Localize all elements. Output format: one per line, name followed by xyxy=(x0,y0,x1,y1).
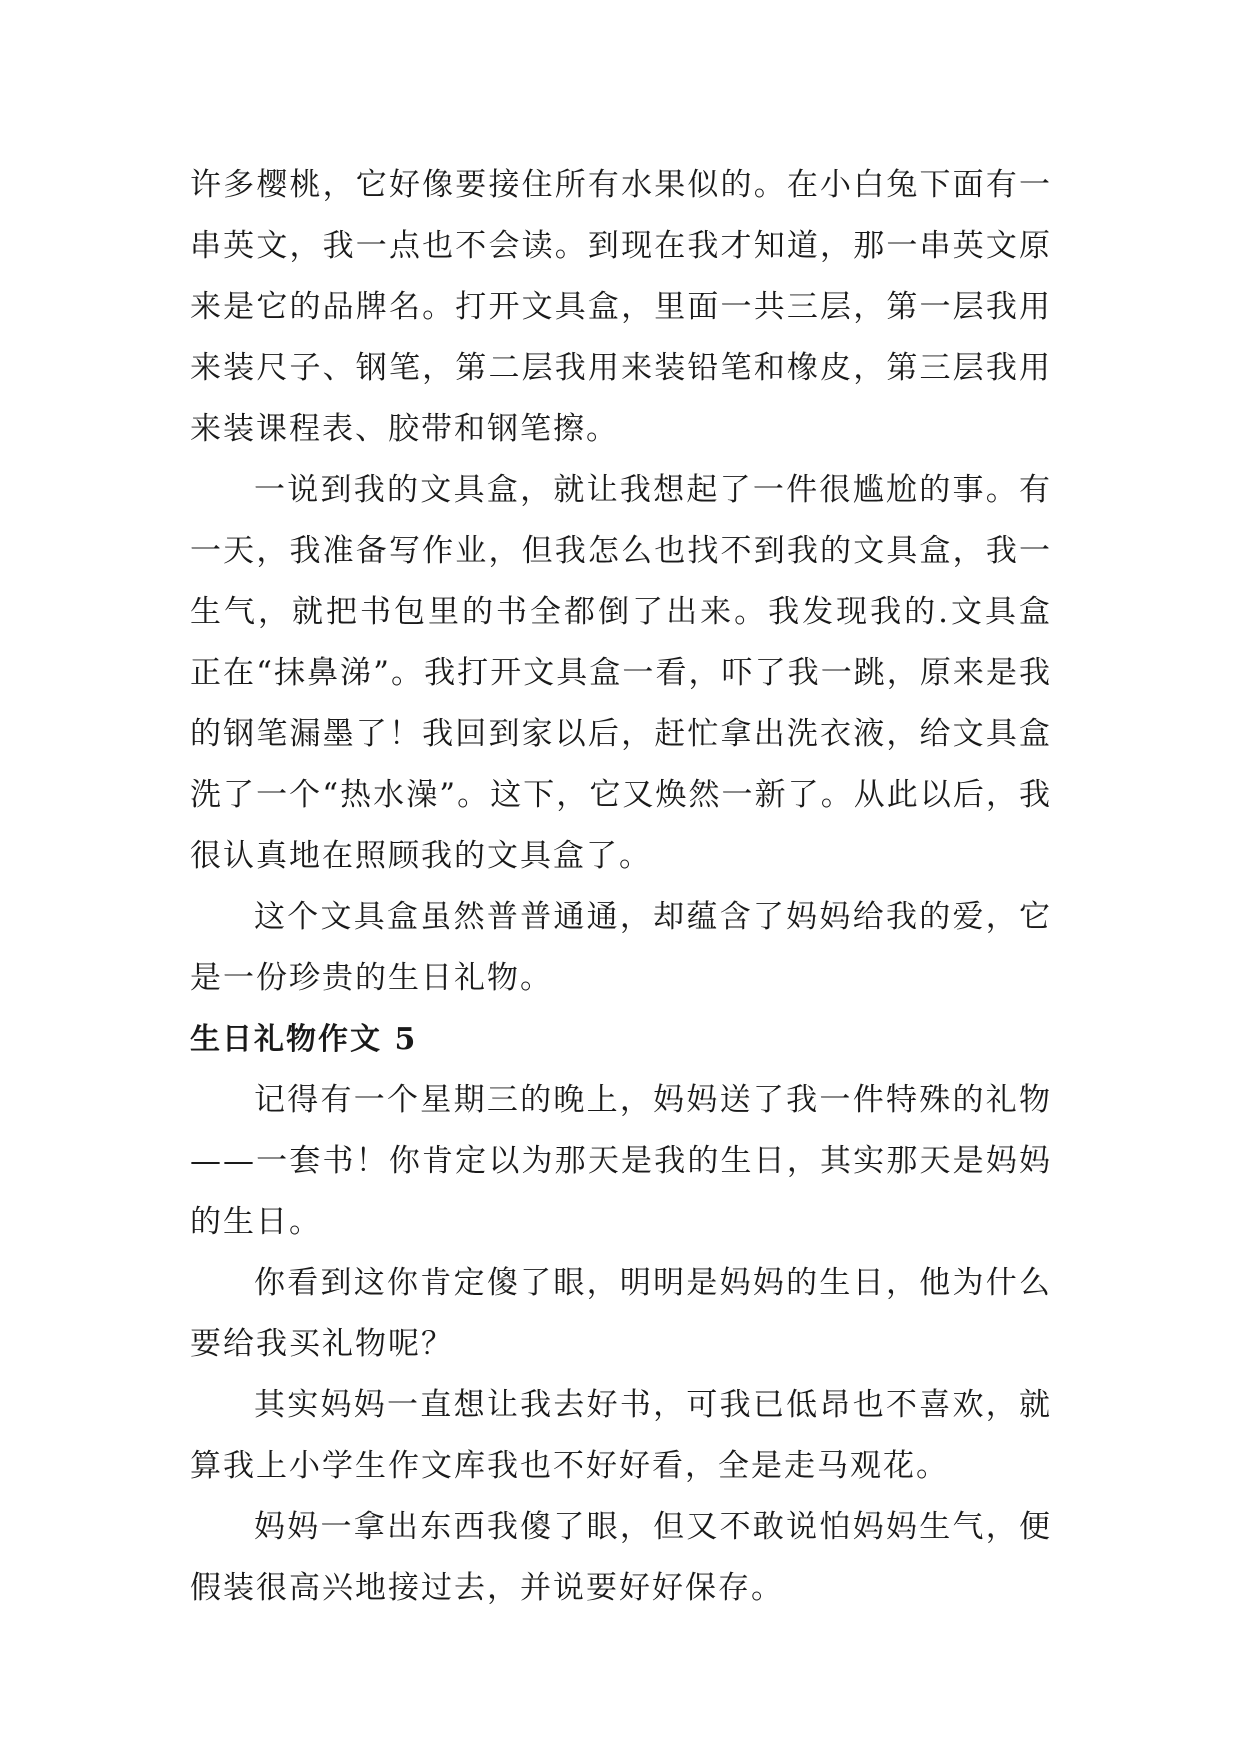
paragraph: 这个文具盒虽然普普通通，却蕴含了妈妈给我的爱，它是一份珍贵的生日礼物。 xyxy=(190,899,1052,996)
paragraph: 一说到我的文具盒，就让我想起了一件很尴尬的事。有一天，我准备写作业，但我怎么也找不到我的文具盒，我一生气，就把书包里的书全都倒了出来。我发现我的.文具盒正在“抹鼻涕”。我打开文具盒一看，吓了我一跳，原来是我的钢笔漏墨了！我回到家以后，赶忙拿出洗衣液，给文具盒洗了一个“热水澡”。这下，它又焕然一新了。从此以后，我很认真地在照顾我的文具盒了。 xyxy=(190,472,1052,874)
paragraph: 记得有一个星期三的晚上，妈妈送了我一件特殊的礼物——一套书！你肯定以为那天是我的生日，其实那天是妈妈的生日。 xyxy=(190,1082,1052,1240)
document-page xyxy=(190,155,1052,1619)
paragraph: 你看到这你肯定傻了眼，明明是妈妈的生日，他为什么要给我买礼物呢？ xyxy=(190,1265,1052,1362)
paragraph: 妈妈一拿出东西我傻了眼，但又不敢说怕妈妈生气，便假装很高兴地接过去，并说要好好保存。 xyxy=(190,1509,1052,1606)
paragraph: 许多樱桃，它好像要接住所有水果似的。在小白兔下面有一串英文，我一点也不会读。到现在我才知道，那一串英文原来是它的品牌名。打开文具盒，里面一共三层，第一层我用来装尺子、钢笔，第二层我用来装铅笔和橡皮，第三层我用来装课程表、胶带和钢笔擦。 xyxy=(190,167,1052,447)
section-heading: 生日礼物作文 5 xyxy=(190,1022,418,1057)
paragraph: 其实妈妈一直想让我去好书，可我已低昂也不喜欢，就算我上小学生作文库我也不好好看，全是走马观花。 xyxy=(190,1387,1052,1484)
